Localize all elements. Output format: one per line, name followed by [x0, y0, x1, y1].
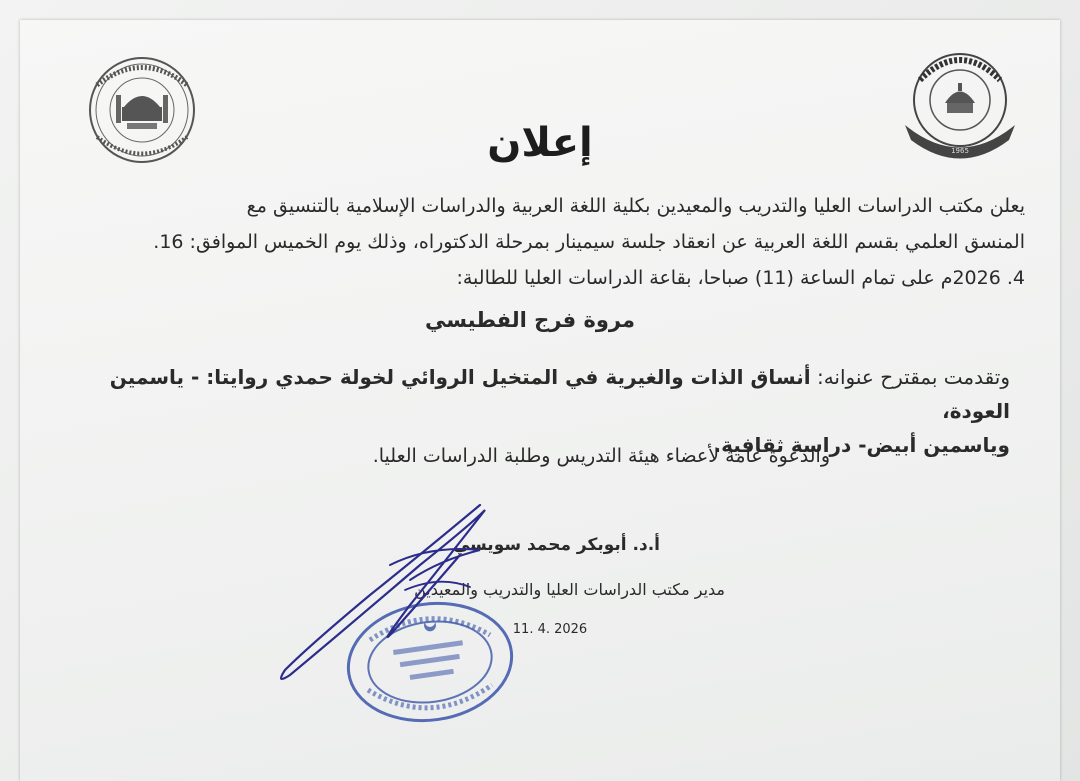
handwritten-signature: [270, 495, 510, 695]
thesis-title-line-2: وياسمين أبيض- دراسة ثقافية.: [713, 433, 1010, 457]
signatory-name: أ.د. أبوبكر محمد سويسي: [452, 535, 660, 555]
announcement-paragraph: [95, 188, 1025, 296]
college-seal-logo: [75, 55, 210, 165]
announcement-title: إعلان: [487, 120, 593, 166]
paragraph-line-3: 4. 2026م على تمام الساعة (11) صباحا، بقاعة الدراسات العليا للطالبة:: [456, 267, 1025, 289]
svg-text:1965: 1965: [951, 147, 969, 155]
signature-date: 11. 4. 2026: [512, 622, 588, 637]
invitation-text: والدعوة عامة لأعضاء هيئة التدريس وطلبة الدراسات العليا.: [372, 445, 830, 467]
paragraph-line-2: المنسق العلمي بقسم اللغة العربية عن انعقاد جلسة سيمينار بمرحلة الدكتوراه، وذلك يوم الخميس الموافق: 16.: [153, 231, 1025, 253]
thesis-prefix: وتقدمت بمقترح عنوانه:: [816, 365, 1010, 389]
university-seal-logo: [895, 45, 1025, 165]
paragraph-line-1: يعلن مكتب الدراسات العليا والتدريب والمعيدين بكلية اللغة العربية والدراسات الإسلامية بالتنسيق مع: [246, 195, 1025, 217]
signatory-title: مدير مكتب الدراسات العليا والتدريب والمعيدين: [414, 580, 725, 599]
thesis-title-line-1: أنساق الذات والغيرية في المتخيل الروائي لخولة حمدي روايتا: - ياسمين العودة،: [109, 365, 1010, 423]
candidate-name: مروة فرج الفطيسي: [425, 308, 635, 332]
